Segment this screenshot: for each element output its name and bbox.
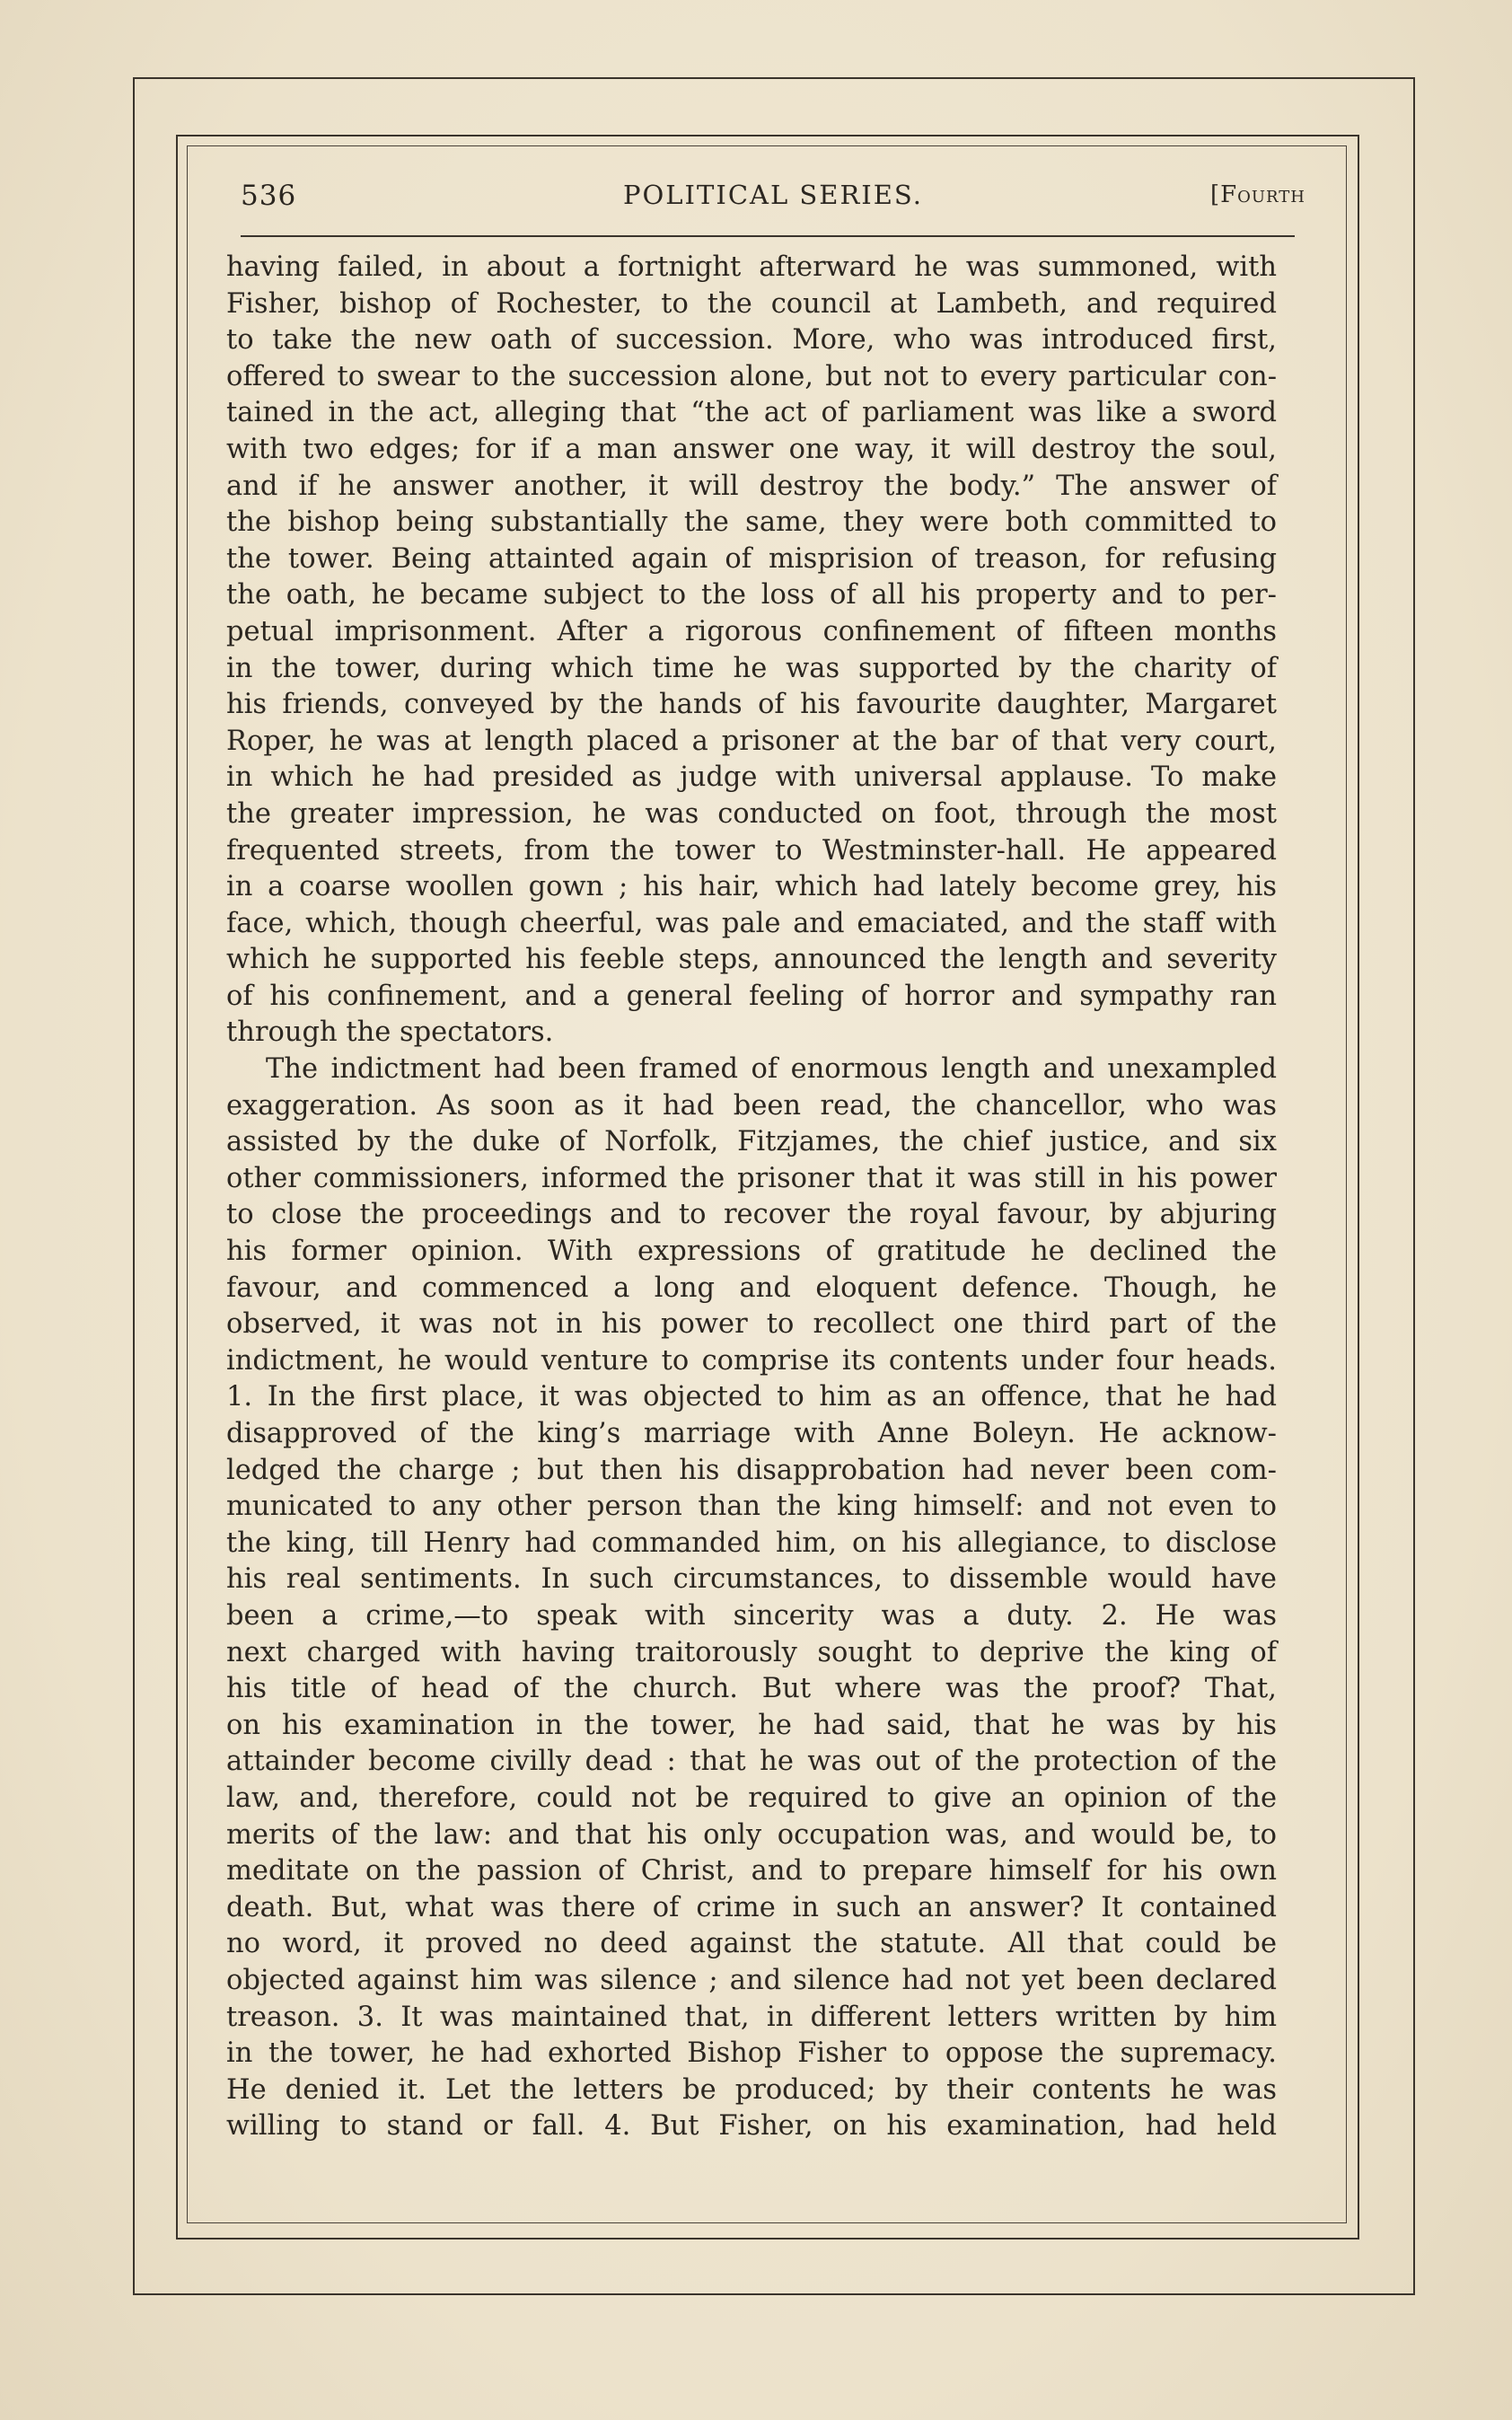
page-number: 536 bbox=[241, 180, 297, 212]
text-line: on his examination in the tower, he had said, that he was by his bbox=[226, 1709, 1277, 1741]
text-line: treason. 3. It was maintained that, in different letters written by him bbox=[226, 2001, 1277, 2033]
text-line: death. But, what was there of crime in such an answer? It contained bbox=[226, 1891, 1277, 1923]
text-line: with two edges; for if a man answer one way, it will destroy the soul, bbox=[226, 433, 1277, 465]
text-line: favour, and commenced a long and eloquent defence. Though, he bbox=[226, 1272, 1277, 1304]
text-line: municated to any other person than the king himself: and not even to bbox=[226, 1491, 1277, 1523]
text-line: Fisher, bishop of Rochester, to the council at Lambeth, and required bbox=[226, 287, 1277, 320]
text-line: frequented streets, from the tower to Westminster-hall. He appeared bbox=[226, 834, 1277, 867]
text-line: the oath, he became subject to the loss of all his property and to per- bbox=[226, 579, 1277, 612]
text-line: offered to swear to the succession alone, but not to every particular con- bbox=[226, 360, 1277, 392]
text-line: to take the new oath of succession. More, who was introduced first, bbox=[226, 324, 1277, 356]
text-line: no word, it proved no deed against the statute. All that could be bbox=[226, 1928, 1277, 1960]
text-line: petual imprisonment. After a rigorous confinement of fifteen months bbox=[226, 615, 1277, 647]
text-line: assisted by the duke of Norfolk, Fitzjames, the chief justice, and six bbox=[226, 1126, 1277, 1158]
body-text bbox=[226, 250, 1277, 2145]
text-line: the king, till Henry had commanded him, on his allegiance, to disclose bbox=[226, 1527, 1277, 1559]
text-line: the tower. Being attainted again of misprision of treason, for refusing bbox=[226, 542, 1277, 575]
text-line: other commissioners, informed the prisoner that it was still in his power bbox=[226, 1162, 1277, 1194]
text-line: 1. In the first place, it was objected to him as an offence, that he had bbox=[226, 1381, 1277, 1413]
text-line: tained in the act, alleging that “the act of parliament was like a sword bbox=[226, 397, 1277, 429]
text-line: ledged the charge ; but then his disapprobation had never been com- bbox=[226, 1454, 1277, 1486]
text-line: in the tower, during which time he was supported by the charity of bbox=[226, 652, 1277, 684]
text-line: through the spectators. bbox=[226, 1016, 554, 1049]
text-line: in the tower, he had exhorted Bishop Fisher to oppose the supremacy. bbox=[226, 2037, 1277, 2070]
text-line: willing to stand or fall. 4. But Fisher, on his examination, had held bbox=[226, 2110, 1277, 2143]
text-line: indictment, he would venture to comprise its contents under four heads. bbox=[226, 1344, 1277, 1377]
text-line: meditate on the passion of Christ, and to prepare himself for his own bbox=[226, 1855, 1277, 1888]
text-line: face, which, though cheerful, was pale and emaciated, and the staff with bbox=[226, 907, 1277, 939]
text-line: and if he answer another, it will destroy the body.” The answer of bbox=[226, 470, 1277, 502]
text-line: the bishop being substantially the same, they were both committed to bbox=[226, 506, 1277, 539]
text-line: his real sentiments. In such circumstances, to dissemble would have bbox=[226, 1563, 1277, 1596]
text-line: attainder become civilly dead : that he was out of the protection of the bbox=[226, 1746, 1277, 1778]
text-line: having failed, in about a fortnight afterward he was summoned, with bbox=[226, 251, 1277, 283]
text-line: disapproved of the king’s marriage with Anne Boleyn. He acknow- bbox=[226, 1418, 1277, 1449]
text-line: exaggeration. As soon as it had been read, the chancellor, who was bbox=[226, 1089, 1277, 1122]
text-line: been a crime,—to speak with sincerity was a duty. 2. He was bbox=[226, 1599, 1277, 1632]
text-line: to close the proceedings and to recover the royal favour, by abjuring bbox=[226, 1199, 1277, 1231]
text-line: his friends, conveyed by the hands of his favourite daughter, Margaret bbox=[226, 689, 1277, 721]
text-line: the greater impression, he was conducted on foot, through the most bbox=[226, 797, 1277, 830]
text-line: merits of the law: and that his only occupation was, and would be, to bbox=[226, 1818, 1277, 1851]
running-head bbox=[241, 180, 1305, 224]
text-line: Roper, he was at length placed a prisoner at the bar of that very court, bbox=[226, 725, 1277, 757]
text-line: observed, it was not in his power to recollect one third part of the bbox=[226, 1308, 1277, 1341]
header-rule bbox=[241, 235, 1295, 237]
series-title: POLITICAL SERIES. bbox=[623, 180, 923, 210]
section-label: [Fourth bbox=[1209, 181, 1305, 208]
text-line: objected against him was silence ; and silence had not yet been declared bbox=[226, 1964, 1277, 1996]
text-line: next charged with having traitorously sought to deprive the king of bbox=[226, 1636, 1277, 1668]
text-line: law, and, therefore, could not be required to give an opinion of the bbox=[226, 1782, 1277, 1814]
paragraph-start-line: The indictment had been framed of enormous length and unexampled bbox=[266, 1053, 1277, 1086]
text-line: in which he had presided as judge with universal applause. To make bbox=[226, 761, 1277, 794]
text-line: in a coarse woollen gown ; his hair, which had lately become grey, his bbox=[226, 871, 1277, 903]
text-line: He denied it. Let the letters be produced; by their contents he was bbox=[226, 2073, 1277, 2106]
text-line: of his confinement, and a general feeling of horror and sympathy ran bbox=[226, 980, 1277, 1012]
text-line: which he supported his feeble steps, announced the length and severity bbox=[226, 944, 1277, 976]
text-line: his title of head of the church. But where was the proof? That, bbox=[226, 1673, 1277, 1705]
text-line: his former opinion. With expressions of gratitude he declined the bbox=[226, 1236, 1277, 1268]
